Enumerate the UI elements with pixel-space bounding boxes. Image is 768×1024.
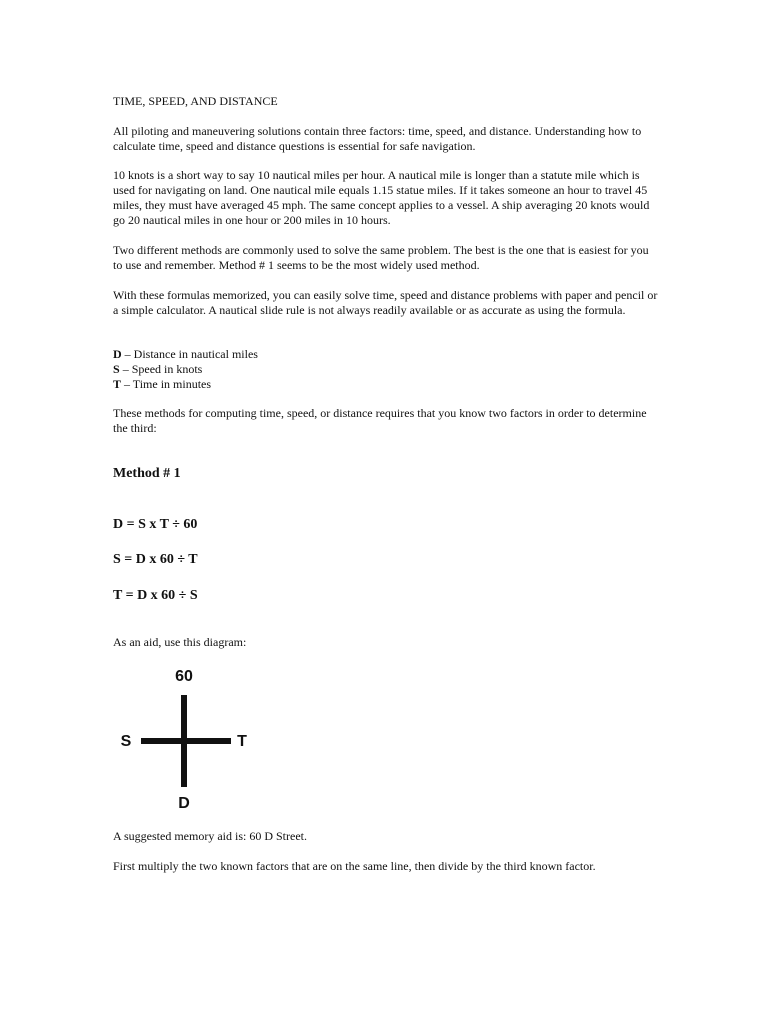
legend-text: – Distance in nautical miles: [121, 347, 258, 361]
legend-symbol: S: [113, 362, 120, 376]
variable-legend: [113, 347, 658, 392]
diagram-caption: As an aid, use this diagram:: [113, 635, 247, 649]
legend-text: – Time in minutes: [121, 377, 212, 391]
intro-paragraph: All piloting and maneuvering solutions contain three factors: time, speed, and distance. Understanding how to calculate time, speed and distance questions is essential for safe navigation.: [113, 124, 642, 153]
formulas-paragraph: With these formulas memorized, you can easily solve time, speed and distance problems with paper and pencil or a simple calculator. A nautical slide rule is not always readily available or as accurate as using the formula.: [113, 288, 658, 317]
legend-item-speed: [113, 362, 658, 377]
memory-diagram: [110, 660, 270, 820]
methods-intro: These methods for computing time, speed, or distance requires that you know two factors in order to determine the third:: [113, 406, 647, 435]
method-heading: Method # 1: [113, 466, 181, 481]
diagram-label-left: S: [120, 733, 132, 750]
legend-symbol: T: [113, 377, 122, 391]
diagram-label-right: T: [237, 733, 247, 750]
formula-distance: D = S x T ÷ 60: [113, 517, 198, 532]
diagram-label-bottom: D: [178, 795, 190, 812]
document-title: TIME, SPEED, AND DISTANCE: [113, 94, 278, 108]
diagram-horizontal-bar: [141, 738, 231, 744]
legend-item-distance: [113, 347, 658, 362]
legend-item-time: [113, 377, 658, 392]
legend-text: – Speed in knots: [119, 362, 203, 376]
methods-paragraph: Two different methods are commonly used to solve the same problem. The best is the one that is easiest for you to use and remember. Method # 1 seems to be the most widely used method.: [113, 243, 649, 272]
instruction-text: First multiply the two known factors that are on the same line, then divide by the third known factor.: [113, 859, 596, 873]
diagram-label-top: 60: [175, 668, 193, 685]
legend-symbol: D: [113, 347, 122, 361]
formula-speed: S = D x 60 ÷ T: [113, 552, 198, 567]
knots-paragraph: 10 knots is a short way to say 10 nautical miles per hour. A nautical mile is longer than a statute mile which is used for navigating on land. One nautical mile equals 1.15 statue miles. If it takes someone an hour to travel 45 miles, they must have averaged 45 mph. The same concept applies to a vessel. A ship averaging 20 knots would go 20 nautical miles in one hour or 200 miles in 10 hours.: [113, 168, 650, 227]
formula-time: T = D x 60 ÷ S: [113, 588, 198, 603]
memory-aid-text: A suggested memory aid is: 60 D Street.: [113, 829, 307, 843]
